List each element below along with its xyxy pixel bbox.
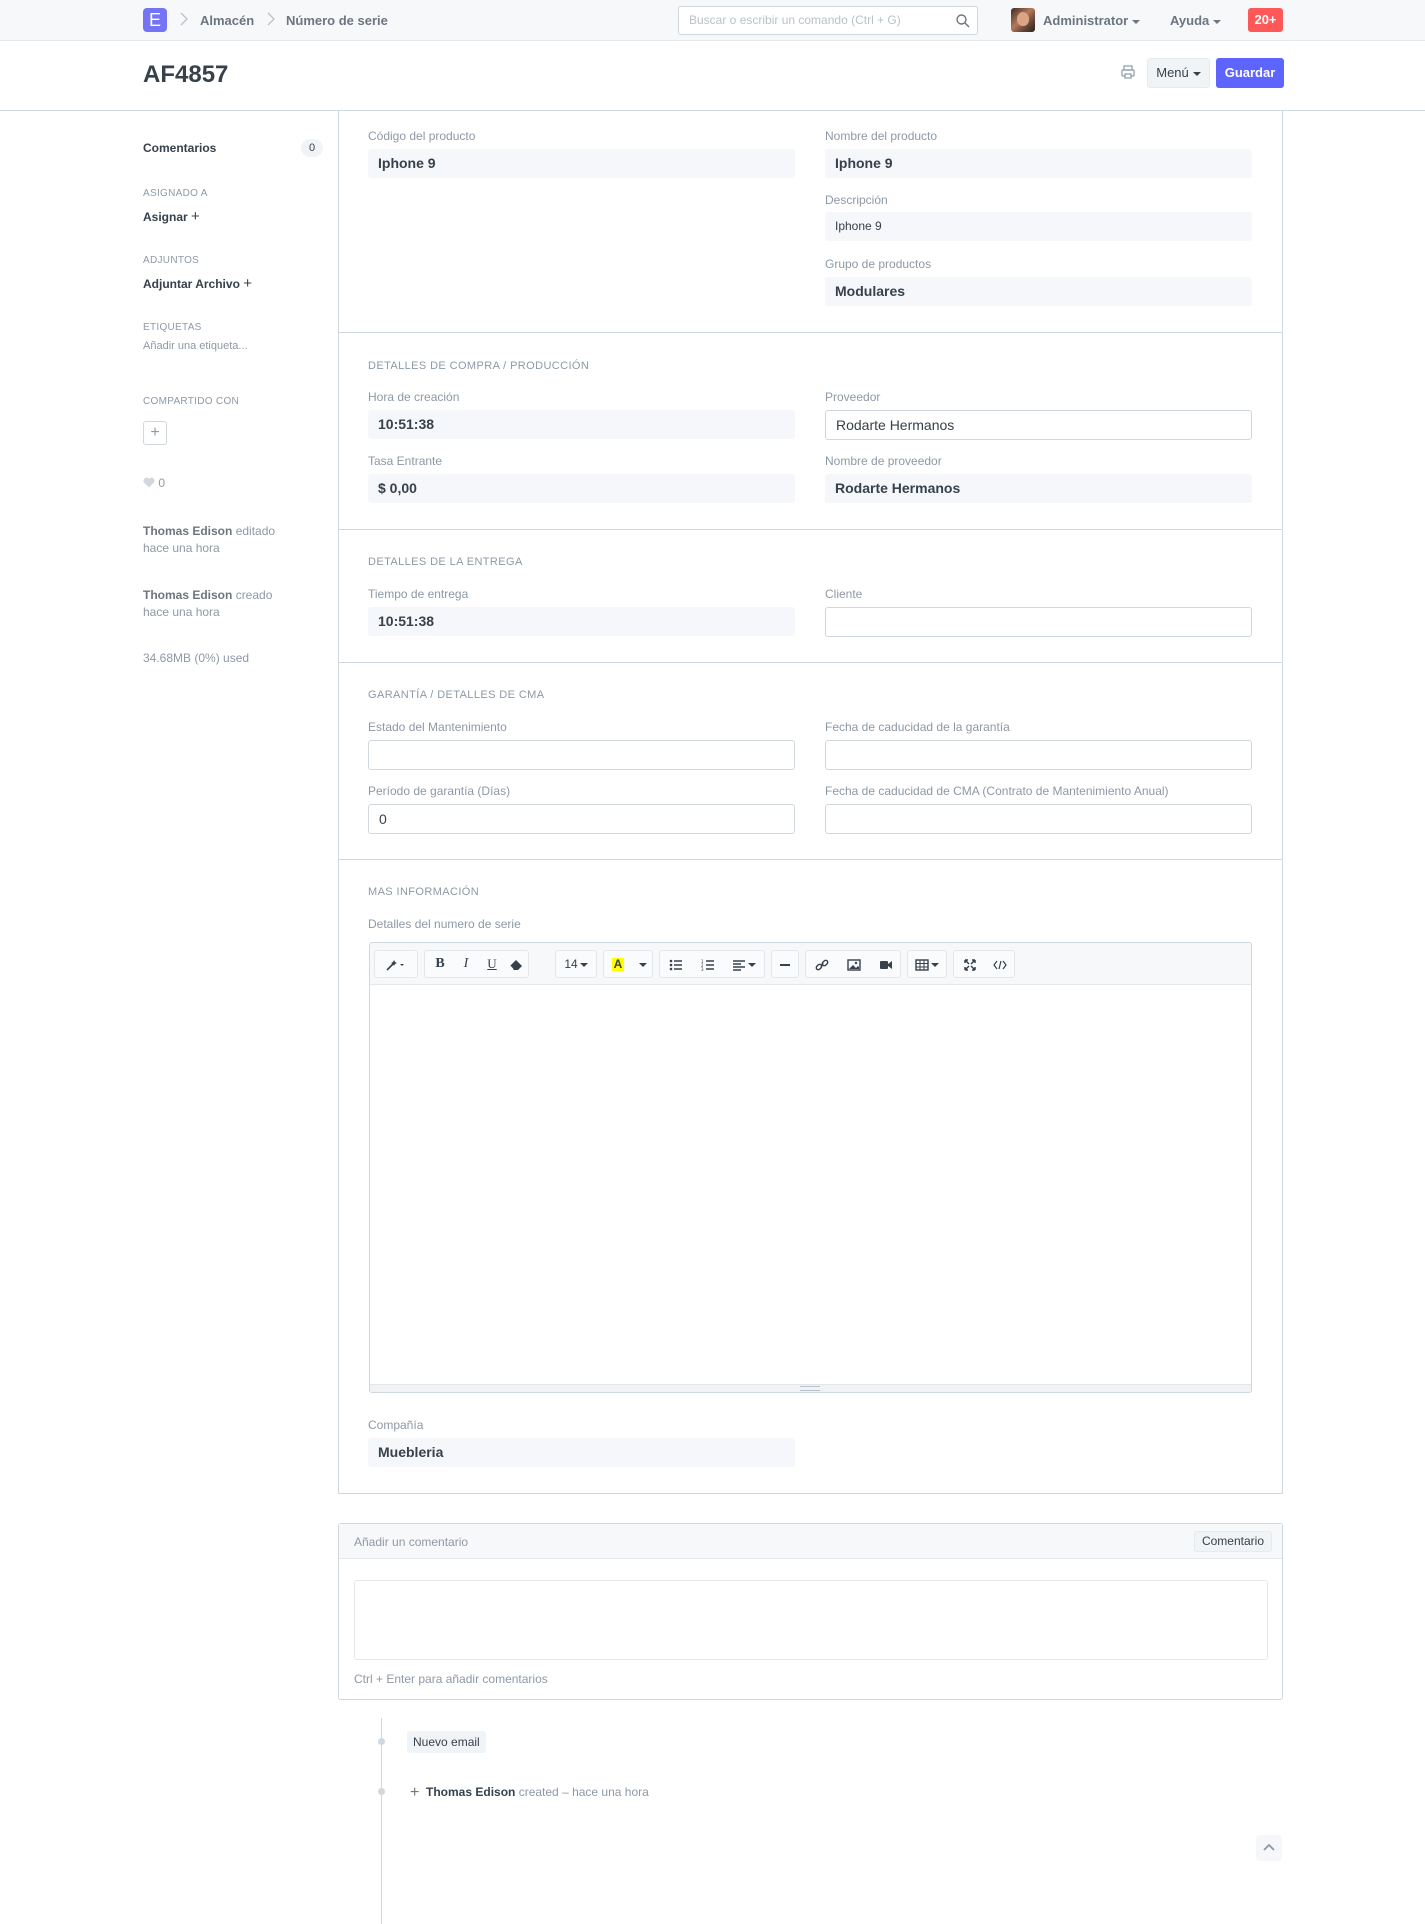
table-dropdown[interactable]: [907, 950, 947, 978]
like-count: 0: [158, 476, 166, 490]
customer-label: Cliente: [825, 587, 863, 601]
creation-time-field[interactable]: 10:51:38: [368, 410, 795, 439]
item-name-label: Nombre del producto: [825, 129, 938, 143]
rich-text-editor: [369, 942, 1252, 1393]
comment-header: [339, 1524, 1282, 1559]
scroll-to-top-button[interactable]: [1256, 1835, 1282, 1861]
timeline-line: [381, 1718, 382, 1924]
item-group-field[interactable]: Modulares: [825, 277, 1252, 306]
section-divider: [338, 529, 1283, 530]
menu-button[interactable]: [1147, 58, 1210, 88]
comment-textarea[interactable]: [354, 1580, 1268, 1660]
serial-details-label: Detalles del numero de serie: [368, 917, 521, 931]
timeline-user[interactable]: Thomas Edison: [426, 1785, 516, 1799]
supplier-input[interactable]: Rodarte Hermanos: [825, 410, 1252, 440]
magic-wand-icon: [381, 953, 411, 975]
font-size-value: [560, 953, 592, 975]
svg-text:3: 3: [701, 966, 704, 971]
italic-icon[interactable]: I: [463, 956, 469, 971]
style-dropdown[interactable]: [374, 950, 418, 978]
new-email-button[interactable]: Nuevo email: [407, 1731, 486, 1753]
breadcrumb-serial-no[interactable]: Número de serie: [286, 13, 388, 28]
notification-badge[interactable]: 20+: [1248, 8, 1283, 32]
activity-action: creado: [235, 588, 273, 602]
save-button[interactable]: Guardar: [1216, 58, 1284, 88]
item-code-field[interactable]: Iphone 9: [368, 149, 795, 178]
plus-icon: +: [243, 275, 253, 292]
more-info-section-title: MAS INFORMACIÓN: [368, 886, 480, 898]
plus-icon: +: [150, 424, 160, 441]
image-icon[interactable]: [840, 953, 868, 975]
purchase-section-title: DETALLES DE COMPRA / PRODUCCIÓN: [368, 360, 590, 372]
delivery-time-field[interactable]: 10:51:38: [368, 607, 795, 636]
assigned-heading: ASIGNADO A: [143, 188, 208, 199]
activity-item: [143, 523, 275, 557]
app-logo[interactable]: E: [143, 8, 167, 32]
activity-time: hace una hora: [143, 605, 220, 619]
paragraph-group: [659, 950, 765, 978]
attach-label: Adjuntar Archivo: [143, 277, 240, 291]
link-icon[interactable]: [808, 953, 836, 975]
incoming-rate-label: Tasa Entrante: [368, 454, 443, 468]
warranty-expiry-label: Fecha de caducidad de la garantía: [825, 720, 1010, 734]
table-icon: [910, 953, 944, 975]
insert-group: [805, 950, 901, 978]
item-group-label: Grupo de productos: [825, 257, 932, 271]
heart-icon: [143, 477, 155, 488]
maintenance-status-input[interactable]: [368, 740, 795, 770]
add-tag-input[interactable]: Añadir una etiqueta...: [143, 340, 248, 352]
company-label: Compañía: [368, 1418, 424, 1432]
supplier-name-label: Nombre de proveedor: [825, 454, 942, 468]
align-dropdown-icon[interactable]: [726, 953, 762, 975]
user-menu[interactable]: [1043, 13, 1140, 28]
code-view-icon[interactable]: [986, 953, 1014, 975]
eraser-icon[interactable]: [505, 953, 527, 975]
delivery-section-title: DETALLES DE LA ENTREGA: [368, 556, 523, 568]
activity-action: editado: [235, 524, 276, 538]
font-size-label: 14: [564, 957, 578, 971]
breadcrumb-almacen[interactable]: Almacén: [200, 13, 255, 28]
item-name-field[interactable]: Iphone 9: [825, 149, 1252, 178]
maintenance-status-label: Estado del Mantenimiento: [368, 720, 507, 734]
help-label: Ayuda: [1170, 13, 1210, 28]
plus-icon: +: [191, 208, 200, 225]
supplier-label: Proveedor: [825, 390, 881, 404]
supplier-name-field[interactable]: Rodarte Hermanos: [825, 474, 1252, 503]
grip-icon: [800, 1386, 820, 1391]
search-input[interactable]: [689, 13, 949, 27]
bullet-list-icon[interactable]: [662, 953, 690, 975]
activity-user[interactable]: Thomas Edison: [143, 524, 233, 538]
comment-hint: Ctrl + Enter para añadir comentarios: [354, 1672, 548, 1686]
description-field[interactable]: Iphone 9: [825, 212, 1252, 241]
numbered-list-icon[interactable]: [694, 953, 722, 975]
comments-count-badge: 0: [301, 139, 323, 157]
caret-down-icon[interactable]: [631, 953, 651, 975]
description-label: Descripción: [825, 193, 888, 207]
delivery-time-label: Tiempo de entrega: [368, 587, 469, 601]
assign-link[interactable]: [143, 208, 200, 225]
search-bar: [678, 6, 978, 35]
comment-header-label: Añadir un comentario: [354, 1535, 469, 1549]
navbar: [0, 0, 1425, 41]
timeline-event: [410, 1784, 649, 1802]
video-icon[interactable]: [872, 953, 900, 975]
activity-item: [143, 587, 272, 621]
hr-group: [771, 950, 799, 978]
plus-icon: +: [410, 1784, 420, 1801]
amc-expiry-input[interactable]: [825, 804, 1252, 834]
customer-input[interactable]: [825, 607, 1252, 637]
chevron-right-icon: [266, 12, 276, 29]
timeline-text: created – hace una hora: [518, 1785, 649, 1799]
caret-down-icon: [1132, 20, 1140, 24]
activity-user[interactable]: Thomas Edison: [143, 588, 233, 602]
caret-down-icon: [1213, 20, 1221, 24]
svg-text:1: 1: [701, 958, 704, 964]
section-divider: [338, 662, 1283, 663]
font-size-dropdown[interactable]: [555, 950, 597, 978]
warranty-period-input[interactable]: 0: [368, 804, 795, 834]
text-color-icon[interactable]: A: [613, 957, 623, 971]
menu-button-label: Menú: [1156, 65, 1189, 80]
item-code-label: Código del producto: [368, 129, 476, 143]
chevron-up-icon: [1256, 1835, 1282, 1861]
comment-box: [338, 1523, 1283, 1700]
page-head: [0, 41, 1425, 111]
bold-icon[interactable]: B: [435, 956, 445, 971]
svg-text:2: 2: [701, 962, 704, 968]
warranty-period-label: Período de garantía (Días): [368, 784, 511, 798]
timeline-dot: [378, 1788, 385, 1795]
amc-expiry-label: Fecha de caducidad de CMA (Contrato de Mantenimiento Anual): [825, 784, 1169, 798]
editor-resize-handle[interactable]: [370, 1384, 1251, 1392]
sidebar-comments-link[interactable]: Comentarios: [143, 141, 217, 155]
incoming-rate-field[interactable]: $ 0,00: [368, 474, 795, 503]
tags-heading: ETIQUETAS: [143, 322, 202, 333]
avatar[interactable]: [1011, 8, 1035, 32]
warranty-section-title: GARANTÍA / DETALLES DE CMA: [368, 689, 545, 701]
comment-submit-button[interactable]: Comentario: [1194, 1531, 1272, 1552]
activity-time: hace una hora: [143, 541, 220, 555]
color-group: [603, 950, 653, 978]
view-group: [953, 950, 1015, 978]
horizontal-rule-icon[interactable]: [774, 953, 796, 975]
fullscreen-icon[interactable]: [956, 953, 984, 975]
caret-down-icon: [580, 963, 588, 967]
creation-time-label: Hora de creación: [368, 390, 460, 404]
page-title: AF4857: [143, 61, 229, 88]
format-group: [424, 950, 529, 978]
shared-heading: COMPARTIDO CON: [143, 396, 240, 407]
company-field[interactable]: Muebleria: [368, 1438, 795, 1467]
storage-usage: 34.68MB (0%) used: [143, 651, 250, 665]
printer-icon[interactable]: [1120, 64, 1136, 80]
like-button[interactable]: [143, 476, 165, 490]
chevron-right-icon: [179, 12, 189, 29]
editor-toolbar: [370, 943, 1251, 985]
user-name: Administrator: [1043, 13, 1129, 28]
assign-label: Asignar: [143, 210, 188, 224]
search-icon[interactable]: [955, 13, 971, 29]
section-divider: [338, 332, 1283, 333]
caret-down-icon: [1193, 72, 1201, 76]
underline-icon[interactable]: U: [487, 956, 497, 971]
share-add-button[interactable]: [143, 421, 167, 445]
warranty-expiry-input[interactable]: [825, 740, 1252, 770]
editor-content-area[interactable]: [370, 985, 1251, 1385]
help-menu[interactable]: [1170, 13, 1221, 28]
section-divider: [338, 859, 1283, 860]
attachments-heading: ADJUNTOS: [143, 255, 200, 266]
attach-file-link[interactable]: [143, 275, 252, 292]
timeline-dot: [378, 1738, 385, 1745]
